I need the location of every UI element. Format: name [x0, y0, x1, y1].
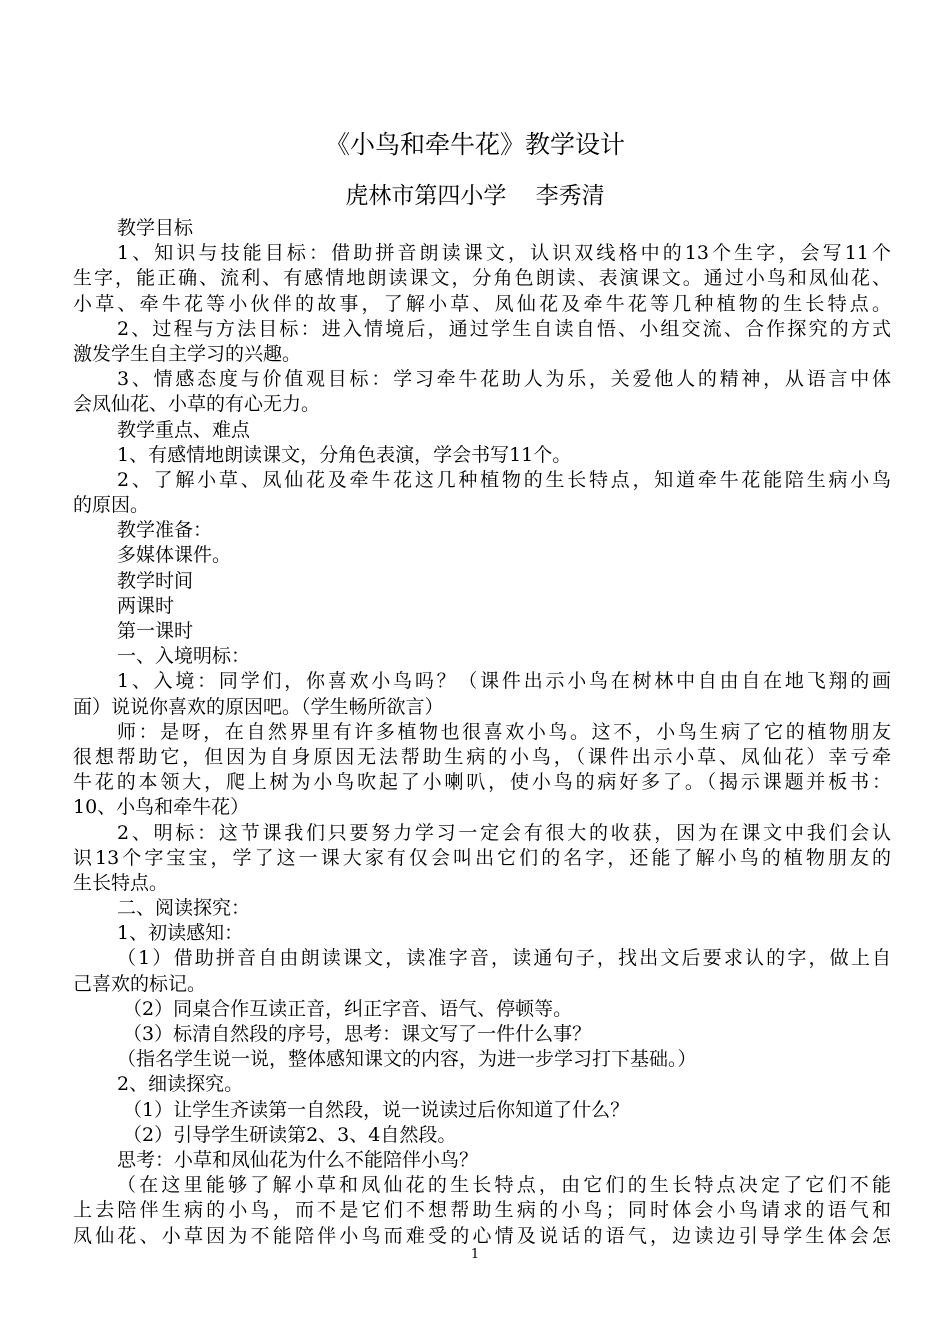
- paragraph-line: 两课时: [117, 594, 175, 617]
- paragraph-line: 激发学生自主学习的兴趣。: [73, 342, 302, 365]
- paragraph-line: 识13个字宝宝，学了这一课大家有仅会叫出它们的名字，还能了解小鸟的植物朋友的: [73, 846, 891, 869]
- document-body: [73, 216, 891, 1249]
- paragraph-line: （指名学生说一说，整体感知课文的内容，为进一步学习打下基础。）: [117, 1048, 697, 1071]
- section-heading: 1、初读感知：: [117, 922, 244, 945]
- section-heading: 2、细读探究。: [117, 1073, 244, 1096]
- paragraph-line: 凤仙花、小草因为不能陪伴小鸟而难受的心情及说话的语气，边读边引导学生体会怎: [73, 1224, 891, 1247]
- paragraph-line: 的原因。: [73, 494, 150, 517]
- paragraph-line: 10、小鸟和牵牛花）: [73, 796, 250, 819]
- paragraph-line: 很想帮助它，但因为自身原因无法帮助生病的小鸟，（课件出示小草、凤仙花）幸亏牵: [73, 745, 891, 768]
- section-heading: 第一课时: [117, 620, 194, 642]
- paragraph-line: 2、了解小草、凤仙花及牵牛花这几种植物的生长特点，知道牵牛花能陪生病小鸟: [117, 468, 891, 491]
- paragraph-line: 上去陪伴生病的小鸟，而不是它们不想帮助生病的小鸟；同时体会小鸟请求的语气和: [73, 1199, 891, 1222]
- paragraph-line: （1）借助拼音自由朗读课文，读准字音，读通句子，找出文后要求认的字，做上自: [117, 947, 891, 970]
- section-heading: 教学重点、难点: [117, 418, 251, 441]
- paragraph-line: （3）标清自然段的序号，思考：课文写了一件什么事？: [123, 1023, 592, 1045]
- paragraph-line: 3、情感态度与价值观目标：学习牵牛花助人为乐，关爱他人的精神，从语言中体: [117, 368, 891, 391]
- paragraph-line: 多媒体课件。: [117, 544, 232, 567]
- section-heading: 教学目标: [117, 217, 194, 239]
- paragraph-line: （2）同桌合作互读正音，纠正字音、语气、停顿等。: [123, 997, 573, 1020]
- paragraph-line: 2、过程与方法目标：进入情境后，通过学生自读自悟、小组交流、合作探究的方式: [117, 317, 891, 340]
- paragraph-line: 会凤仙花、小草的有心无力。: [73, 393, 321, 416]
- paragraph-line: 生字，能正确、流利、有感情地朗读课文，分角色朗读、表演课文。通过小鸟和凤仙花、: [73, 267, 891, 290]
- paragraph-line: 2、明标：这节课我们只要努力学习一定会有很大的收获，因为在课文中我们会认: [117, 821, 891, 844]
- section-heading: 二、阅读探究：: [117, 897, 251, 920]
- page-number: 1: [470, 1247, 480, 1262]
- section-heading: 一、入境明标：: [117, 645, 251, 668]
- section-heading: 教学准备：: [117, 519, 213, 542]
- paragraph-line: 小草、牵牛花等小伙伴的故事，了解小草、凤仙花及牵牛花等几种植物的生长特点。: [73, 292, 891, 315]
- author-line: 虎林市第四小学 李秀清: [345, 183, 605, 209]
- paragraph-line: 生长特点。: [73, 871, 169, 894]
- paragraph-line: 思考：小草和凤仙花为什么不能陪伴小鸟？: [117, 1148, 479, 1171]
- paragraph-line: 1、有感情地朗读课文，分角色表演，学会书写11个。: [117, 443, 572, 466]
- paragraph-line: 己喜欢的标记。: [73, 972, 207, 995]
- paragraph-line: （在这里能够了解小草和凤仙花的生长特点，由它们的生长特点决定了它们不能: [117, 1174, 891, 1197]
- paragraph-line: 牛花的本领大，爬上树为小鸟吹起了小喇叭，使小鸟的病好多了。（揭示课题并板书：: [73, 771, 891, 794]
- paragraph-line: 师：是呀，在自然界里有许多植物也很喜欢小鸟。这不，小鸟生病了它的植物朋友: [117, 720, 891, 743]
- paragraph-line: （1）让学生齐读第一自然段，说一说读过后你知道了什么？: [123, 1098, 630, 1121]
- section-heading: 教学时间: [117, 569, 194, 592]
- document-title: 《小鸟和牵牛花》教学设计: [324, 130, 625, 159]
- paragraph-line: 1、知识与技能目标：借助拼音朗读课文，认识双线格中的13个生字，会写11个: [117, 242, 891, 265]
- paragraph-line: 1、入境：同学们，你喜欢小鸟吗？（课件出示小鸟在树林中自由自在地飞翔的画: [117, 670, 891, 693]
- paragraph-line: （2）引导学生研读第2、3、4自然段。: [123, 1123, 457, 1146]
- paragraph-line: 面）说说你喜欢的原因吧。（学生畅所欲言）: [73, 695, 444, 718]
